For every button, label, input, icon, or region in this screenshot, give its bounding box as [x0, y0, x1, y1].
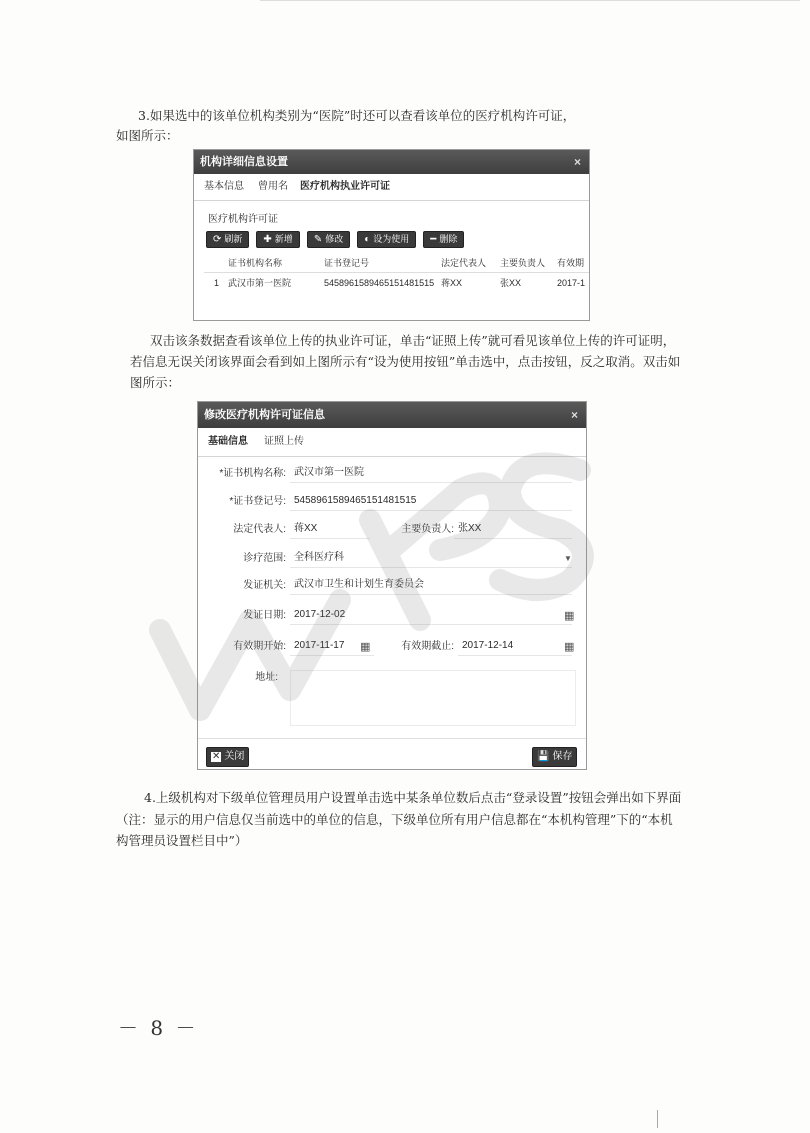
address-label: 地址: [255, 672, 278, 683]
col-header-name: 证书机构名称 [228, 258, 283, 268]
issuer-field[interactable]: 武汉市卫生和计划生育委员会 [290, 575, 572, 595]
validity-row [198, 636, 587, 658]
close-icon[interactable]: × [570, 408, 578, 422]
scan-edge [260, 0, 800, 1]
calendar-icon[interactable]: ▦ [564, 641, 575, 653]
org-name-field[interactable]: 武汉市第一医院 [290, 463, 572, 483]
issuer-row [198, 575, 587, 597]
row-legal: 蒋XX [441, 278, 463, 288]
row-index: 1 [214, 278, 220, 288]
valid-start-field[interactable]: 2017-11-17 [290, 636, 374, 656]
row-chief: 张XX [500, 278, 522, 288]
plus-icon: ✚ [263, 234, 272, 245]
tab-basic-info[interactable]: 基础信息 [208, 436, 248, 447]
paragraph-3-line1: 3.如果选中的该单位机构类别为“医院”时还可以查看该单位的医疗机构许可证， [138, 108, 576, 123]
col-header-valid: 有效期 [557, 258, 585, 268]
row-name: 武汉市第一医院 [228, 278, 292, 288]
footer-divider [198, 738, 587, 739]
org-detail-dialog-title-bar [194, 150, 589, 174]
dialog-title: 修改医疗机构许可证信息 [204, 409, 325, 421]
chief-label: 主要负责人: [401, 524, 454, 535]
tab-basic-info[interactable]: 基本信息 [204, 181, 244, 192]
license-grid [204, 254, 589, 294]
refresh-button[interactable] [206, 231, 249, 248]
col-header-chief: 主要负责人 [500, 258, 546, 268]
scope-row [198, 548, 587, 570]
chevron-down-icon[interactable]: ▼ [564, 554, 572, 563]
page-number: － 8 － [118, 1016, 199, 1040]
row-valid: 2017-1 [557, 278, 586, 288]
calendar-icon[interactable]: ▦ [360, 641, 371, 653]
close-x-icon: ✕ [212, 751, 221, 762]
scope-select[interactable]: 全科医疗科 [290, 548, 572, 568]
reg-no-field[interactable]: 5458961589465151481515 [290, 491, 572, 511]
save-button-label: 保存 [552, 751, 573, 762]
paragraph-4-line2: （注：显示的用户信息仅当前选中的单位的信息，下级单位所有用户信息都在“本机构管理”下的“本机 [116, 812, 673, 827]
grid-header [204, 254, 589, 273]
tab-license-upload[interactable]: 证照上传 [264, 436, 304, 447]
legal-field[interactable]: 蒋XX [290, 519, 370, 539]
floppy-disk-icon: 💾 [537, 751, 550, 762]
table-row[interactable] [204, 274, 589, 292]
issue-date-row [198, 605, 587, 627]
edit-license-dialog [197, 401, 587, 770]
paragraph-mid-line3: 图所示： [130, 375, 181, 390]
half-circle-icon: ◐ [364, 234, 371, 245]
org-name-label: *证书机构名称: [219, 468, 286, 479]
refresh-label: 刷新 [224, 234, 243, 244]
edit-license-dialog-title-bar [198, 402, 586, 428]
paragraph-4-line1: 4.上级机构对下级单位管理员用户设置单击选中某条单位数后点击“登录设置”按钮会弹出如下界面 [144, 790, 682, 805]
paragraph-3-line2: 如图所示： [116, 128, 179, 143]
calendar-icon[interactable]: ▦ [564, 610, 575, 622]
edit-button[interactable] [307, 231, 350, 248]
org-detail-dialog [193, 149, 590, 321]
tab-license[interactable]: 医疗机构执业许可证 [300, 181, 390, 192]
add-button[interactable] [256, 231, 299, 248]
paragraph-mid-line1: 双击该条数据查看该单位上传的执业许可证，单击“证照上传”就可看见该单位上传的许可证明， [150, 333, 676, 348]
valid-end-field[interactable]: 2017-12-14 [458, 636, 572, 656]
representative-row [198, 519, 587, 541]
legal-label: 法定代表人: [233, 524, 286, 535]
dialog-title: 机构详细信息设置 [200, 156, 288, 168]
toolbar [206, 231, 464, 248]
minus-icon: ━ [430, 234, 437, 245]
org-name-row [198, 463, 587, 485]
edit-label: 修改 [325, 234, 344, 244]
paragraph-4-line3: 构管理员设置栏目中”） [116, 833, 248, 848]
add-label: 新增 [274, 234, 293, 244]
issue-date-label: 发证日期: [243, 610, 286, 621]
scan-mark [657, 1110, 658, 1128]
delete-label: 删除 [439, 234, 458, 244]
close-button[interactable] [206, 747, 249, 767]
reg-no-row [198, 491, 587, 513]
address-textarea[interactable] [290, 670, 576, 726]
close-button-label: 关闭 [224, 751, 245, 762]
delete-button[interactable] [423, 231, 464, 248]
save-button[interactable] [532, 747, 577, 767]
valid-end-label: 有效期截止: [401, 641, 454, 652]
chief-field[interactable]: 张XX [454, 519, 572, 539]
set-use-button[interactable] [357, 231, 416, 248]
dialog-tabs [194, 174, 589, 201]
issue-date-field[interactable]: 2017-12-02 [290, 605, 572, 625]
valid-start-label: 有效期开始: [233, 641, 286, 652]
dialog-tabs [198, 428, 586, 457]
scope-label: 诊疗范围: [243, 553, 286, 564]
col-header-reg-no: 证书登记号 [324, 258, 370, 268]
section-label: 医疗机构许可证 [208, 214, 278, 225]
set-use-label: 设为使用 [373, 234, 410, 244]
paragraph-mid-line2: 若信息无误关闭该界面会看到如上图所示有“设为使用按钮”单击选中，点击按钮，反之取消。双击如 [130, 354, 681, 369]
col-header-legal: 法定代表人 [441, 258, 487, 268]
reg-no-label: *证书登记号: [229, 496, 286, 507]
row-reg-no: 5458961589465151481515 [324, 278, 435, 288]
refresh-icon: ⟳ [213, 234, 222, 245]
tab-former-name[interactable]: 曾用名 [258, 181, 288, 192]
issuer-label: 发证机关: [243, 580, 286, 591]
close-icon[interactable]: × [573, 155, 581, 169]
edit-icon: ✎ [313, 234, 323, 245]
